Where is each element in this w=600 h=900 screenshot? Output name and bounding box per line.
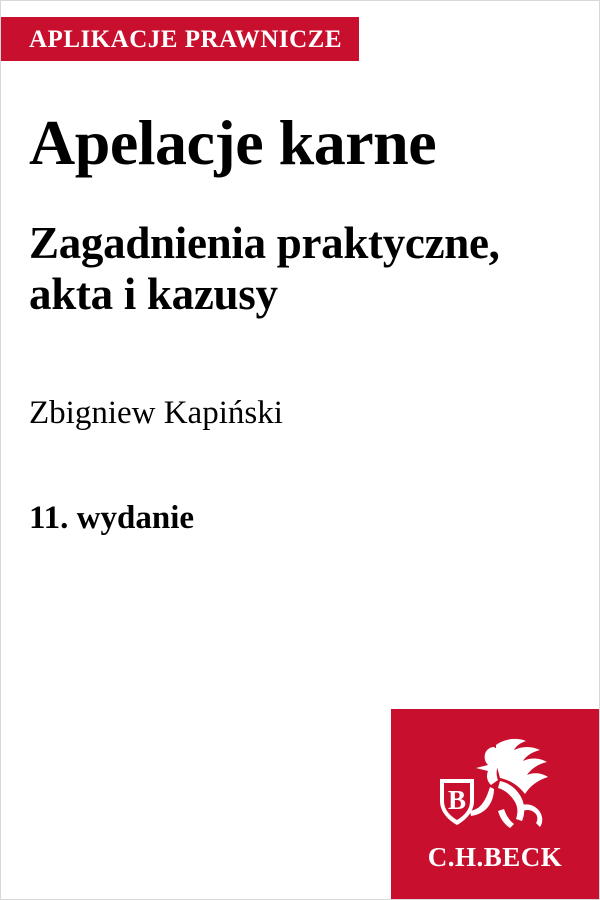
publisher-name: C.H.BECK	[427, 842, 563, 872]
title-block	[29, 109, 577, 537]
book-edition: 11. wydanie	[29, 499, 195, 536]
series-banner	[1, 17, 359, 61]
book-author: Zbigniew Kapiński	[29, 394, 283, 431]
book-subtitle: Zagadnienia praktyczne, akta i kazusy	[29, 218, 500, 319]
griffin-with-b-shield-logo	[430, 735, 560, 831]
book-title: Apelacje karne	[29, 107, 437, 178]
svg-text:B: B	[447, 785, 467, 815]
publisher-logo-block	[391, 709, 599, 899]
series-label: APLIKACJE PRAWNICZE	[29, 25, 343, 53]
